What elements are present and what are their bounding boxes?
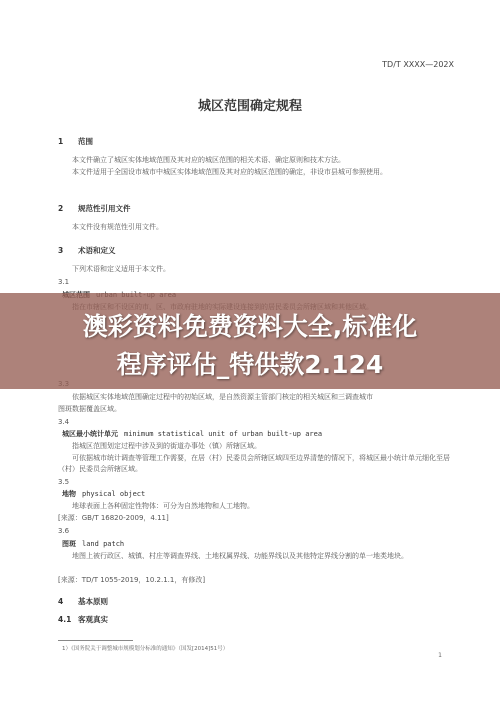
banner-line-2: 程序评估_特供款2.124 (116, 350, 384, 379)
term-3-5-source: [来源：GB/T 16820-2009，4.11] (58, 514, 169, 522)
section-3-paragraph-1: 下列术语和定义适用于本文件。 (72, 265, 170, 273)
promo-banner (0, 293, 500, 389)
term-3-6-source: [来源：TD/T 1055-2019，10.2.1.1，有修改] (58, 576, 206, 584)
term-3-5-number: 3.5 (58, 478, 70, 486)
term-3-1-number: 3.1 (58, 278, 70, 286)
section-2-paragraph-1: 本文件没有规范性引用文件。 (72, 223, 163, 231)
banner-line-1: 澳彩资料免费资料大全,标准化 (82, 312, 418, 341)
term-3-4: 城区最小统计单元 minimum statistical unit of urban built-up area (62, 430, 323, 438)
term-3-3-definition: 依据城区实体地域范围确定过程中的初始区域，是自然资源主管部门核定的相关城区和三调查城市 (72, 393, 373, 401)
term-3-6-number: 3.6 (58, 527, 70, 535)
footnote-divider (58, 640, 133, 641)
section-1-heading: 1 范围 (58, 137, 93, 146)
section-1-paragraph-2: 本文件适用于全国设市城市中城区实体地域范围及其对应的城区范围的确定，非设市县城可参照使用。 (72, 168, 387, 176)
term-3-5-definition: 地球表面上各种固定性物体：可分为自然地物和人工地物。 (72, 502, 254, 510)
term-3-5: 地物 physical object (62, 490, 146, 498)
term-3-4-paragraph-2: 可依据城市统计调查等管理工作需要，在居（村）民委员会所辖区域四至边界清楚的情况下，将城区最小统计单元细化至居（村）民委员会所辖区域。 (58, 454, 450, 473)
term-3-3-definition-cont: 图斑数据覆盖区域。 (58, 405, 121, 413)
section-4-heading: 4 基本原则 (58, 597, 108, 606)
term-3-6-definition: 地图上被行政区、城镇、村庄等调查界线、土地权属界线、功能界线以及其他特定界线分割的单一地类地块。 (72, 552, 408, 560)
term-3-4-number: 3.4 (58, 418, 70, 426)
term-3-6: 图斑 land patch (62, 540, 125, 548)
section-4-1-heading: 4.1 客观真实 (58, 615, 108, 624)
footnote: 1）《国务院关于调整城市规模划分标准的通知》（国发[2014]51号） (62, 646, 229, 652)
section-2-heading: 2 规范性引用文件 (58, 204, 131, 213)
document-title: 城区范围确定规程 (197, 99, 302, 114)
page-number: 1 (438, 652, 442, 659)
section-3-heading: 3 术语和定义 (58, 246, 116, 255)
standard-number: TD/T XXXX—202X (382, 60, 454, 69)
term-3-4-definition: 指城区范围划定过程中涉及到的街道办事处（镇）所辖区域。 (72, 442, 261, 450)
section-1-paragraph-1: 本文件确立了城区实体地域范围及其对应的城区范围的相关术语、确定原则和技术方法。 (72, 156, 345, 164)
